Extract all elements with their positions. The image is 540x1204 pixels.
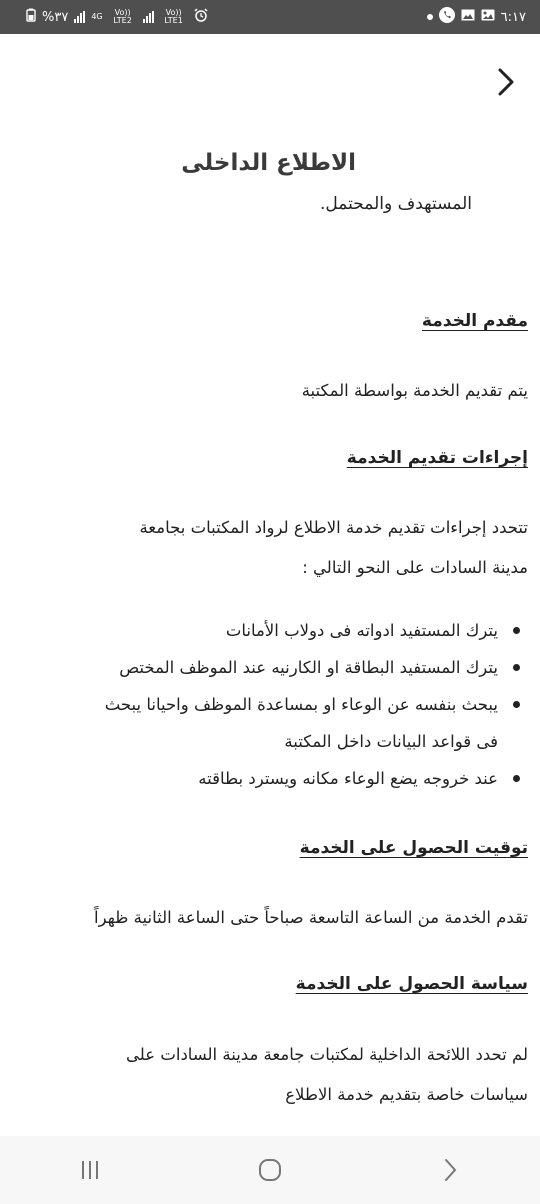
volte-lte2-label: Vo)) LTE2	[113, 8, 132, 25]
procedures-list	[8, 612, 528, 797]
gallery-icon	[481, 9, 495, 25]
heading-policy: سياسة الحصول على الخدمة	[295, 974, 528, 994]
status-left	[26, 8, 208, 26]
heading-timing: توقيت الحصول على الخدمة	[299, 838, 528, 858]
signal-icon	[74, 11, 85, 23]
policy-text-line1: لم تحدد اللائحة الداخلية لمكتبات جامعة مدينة السادات على	[126, 1045, 528, 1064]
recents-icon	[78, 1158, 102, 1182]
signal-icon	[143, 11, 154, 23]
status-bar	[0, 0, 540, 34]
list-item: يترك المستفيد البطاقة او الكارنيه عند الموظف المختص	[8, 649, 528, 686]
chevron-right-icon	[496, 67, 516, 97]
home-button[interactable]	[240, 1145, 300, 1195]
volte-lte1-label: Vo)) LTE1	[164, 8, 183, 25]
list-item: عند خروجه يضع الوعاء مكانه ويسترد بطاقته	[8, 760, 528, 797]
list-item: يبحث بنفسه عن الوعاء او بمساعدة الموظف واحيانا يبحث	[8, 686, 528, 723]
page-subtitle: المستهدف والمحتمل.	[320, 194, 472, 214]
heading-procedures: إجراءات تقديم الخدمة	[346, 448, 528, 468]
back-icon	[440, 1157, 460, 1183]
alarm-icon	[194, 8, 208, 26]
battery-percent: %٣٧	[42, 9, 69, 25]
recents-button[interactable]	[60, 1145, 120, 1195]
notification-dot-icon	[427, 14, 433, 20]
status-right	[427, 7, 526, 27]
page-title: الاطلاع الداخلى	[181, 150, 356, 176]
procedures-text-line2: مدينة السادات على النحو التالي :	[302, 558, 528, 577]
nav-back-button[interactable]	[420, 1145, 480, 1195]
home-icon	[257, 1157, 283, 1183]
policy-text-line2: سياسات خاصة بتقديم خدمة الاطلاع	[285, 1085, 528, 1104]
back-button[interactable]	[488, 62, 524, 102]
phone-icon	[439, 7, 455, 27]
clock-time: ٦:١٧	[500, 9, 526, 25]
network-type: 4G	[91, 12, 103, 21]
list-item-continuation: فى قواعد البيانات داخل المكتبة	[284, 732, 498, 751]
image-icon	[461, 9, 475, 25]
list-item: يترك المستفيد ادواته فى دولاب الأمانات	[8, 612, 528, 649]
heading-service-provider: مقدم الخدمة	[421, 311, 528, 331]
service-provider-text: يتم تقديم الخدمة بواسطة المكتبة	[301, 381, 528, 400]
timing-text: تقدم الخدمة من الساعة التاسعة صباحاً حتى الساعة الثانية ظهراً	[93, 908, 528, 927]
procedures-text-line1: تتحدد إجراءات تقديم خدمة الاطلاع لرواد المكتبات بجامعة	[139, 518, 528, 537]
battery-icon	[26, 8, 36, 26]
navigation-bar	[0, 1136, 540, 1204]
